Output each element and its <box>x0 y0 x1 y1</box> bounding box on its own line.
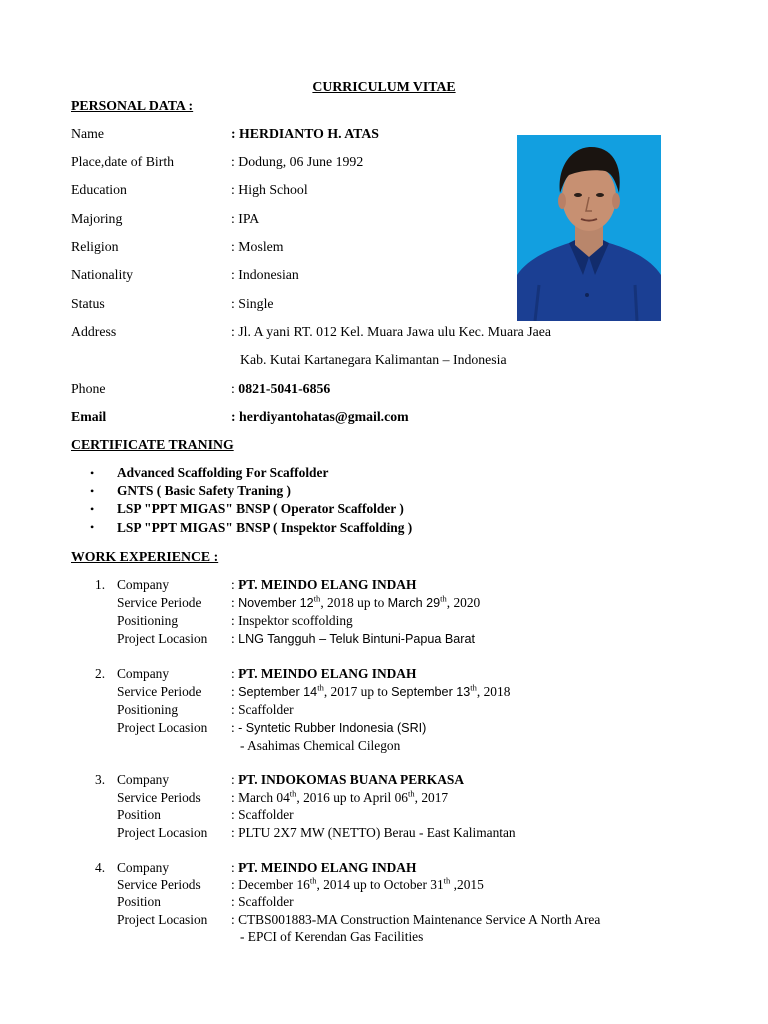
bullet-icon: • <box>90 520 95 534</box>
person-portrait-icon <box>517 135 661 321</box>
value-religion: : Moslem <box>231 239 284 254</box>
job-location: : PLTU 2X7 MW (NETTO) Berau - East Kalimantan <box>231 825 516 840</box>
personal-data-heading: PERSONAL DATA : <box>71 98 194 113</box>
certificate-item: GNTS ( Basic Safety Traning ) <box>117 483 291 498</box>
job-label-company: Company <box>117 860 170 875</box>
job-label-position: Position <box>117 807 161 822</box>
job-location: : - Syntetic Rubber Indonesia (SRI) <box>231 720 427 735</box>
certificate-heading: CERTIFICATE TRANING <box>71 437 234 452</box>
value-birth: : Dodung, 06 June 1992 <box>231 154 364 169</box>
job-position: : Scaffolder <box>231 807 294 822</box>
job-location-line2: - EPCI of Kerendan Gas Facilities <box>240 929 424 944</box>
value-address-line2: Kab. Kutai Kartanegara Kalimantan – Indonesia <box>240 352 507 367</box>
job-company: : PT. INDOKOMAS BUANA PERKASA <box>231 772 464 787</box>
certificate-item: LSP "PPT MIGAS" BNSP ( Operator Scaffolder ) <box>117 501 404 516</box>
job-label-company: Company <box>117 577 170 592</box>
value-education: : High School <box>231 182 308 197</box>
job-label-location: Project Locasion <box>117 631 208 646</box>
value-status: : Single <box>231 296 274 311</box>
label-education: Education <box>71 182 127 197</box>
profile-photo <box>517 135 661 321</box>
job-location: : LNG Tangguh – Teluk Bintuni-Papua Barat <box>231 631 475 646</box>
job-label-location: Project Locasion <box>117 912 208 927</box>
job-label-period: Service Periods <box>117 790 201 805</box>
label-status: Status <box>71 296 105 311</box>
job-company: : PT. MEINDO ELANG INDAH <box>231 577 417 592</box>
value-email: : herdiyantohatas@gmail.com <box>231 409 409 424</box>
label-address: Address <box>71 324 117 339</box>
job-position: : Inspektor scoffolding <box>231 613 353 628</box>
job-label-period: Service Periode <box>117 684 202 699</box>
job-label-location: Project Locasion <box>117 825 208 840</box>
value-phone: : 0821-5041-6856 <box>231 381 331 396</box>
job-period: : September 14th, 2017 up to September 13th, 2018 <box>231 682 511 699</box>
bullet-icon: • <box>90 484 95 498</box>
bullet-icon: • <box>90 466 95 480</box>
job-period: : November 12th, 2018 up to March 29th, 2020 <box>231 593 481 610</box>
job-number: 2. <box>95 666 106 681</box>
job-number: 3. <box>95 772 106 787</box>
document-title: CURRICULUM VITAE <box>312 79 456 94</box>
value-nationality: : Indonesian <box>231 267 299 282</box>
job-label-period: Service Periode <box>117 595 202 610</box>
certificate-item: Advanced Scaffolding For Scaffolder <box>117 465 329 480</box>
value-majoring: : IPA <box>231 211 260 226</box>
value-address-line1: : Jl. A yani RT. 012 Kel. Muara Jawa ulu Kec. Muara Jaea <box>231 324 551 339</box>
job-label-location: Project Locasion <box>117 720 208 735</box>
job-position: : Scaffolder <box>231 702 294 717</box>
job-label-position: Positioning <box>117 613 179 628</box>
label-name: Name <box>71 126 104 141</box>
value-name: : HERDIANTO H. ATAS <box>231 126 379 141</box>
job-location: : CTBS001883-MA Construction Maintenance Service A North Area <box>231 912 601 927</box>
label-email: Email <box>71 409 107 424</box>
job-label-position: Positioning <box>117 702 179 717</box>
job-location-line2: - Asahimas Chemical Cilegon <box>240 738 401 753</box>
job-label-company: Company <box>117 666 170 681</box>
job-number: 4. <box>95 860 106 875</box>
label-nationality: Nationality <box>71 267 134 282</box>
label-religion: Religion <box>71 239 119 254</box>
job-number: 1. <box>95 577 106 592</box>
job-period: : March 04th, 2016 up to April 06th, 2017 <box>231 788 449 805</box>
job-period: : December 16th, 2014 up to October 31th ,2015 <box>231 875 484 892</box>
certificate-item: LSP "PPT MIGAS" BNSP ( Inspektor Scaffolding ) <box>117 520 413 535</box>
job-label-position: Position <box>117 894 161 909</box>
bullet-icon: • <box>90 502 95 516</box>
work-experience-heading: WORK EXPERIENCE : <box>71 549 219 564</box>
label-phone: Phone <box>71 381 106 396</box>
job-company: : PT. MEINDO ELANG INDAH <box>231 860 417 875</box>
job-label-period: Service Periods <box>117 877 201 892</box>
label-majoring: Majoring <box>71 211 123 226</box>
job-position: : Scaffolder <box>231 894 294 909</box>
job-label-company: Company <box>117 772 170 787</box>
job-company: : PT. MEINDO ELANG INDAH <box>231 666 417 681</box>
label-birth: Place,date of Birth <box>71 154 175 169</box>
